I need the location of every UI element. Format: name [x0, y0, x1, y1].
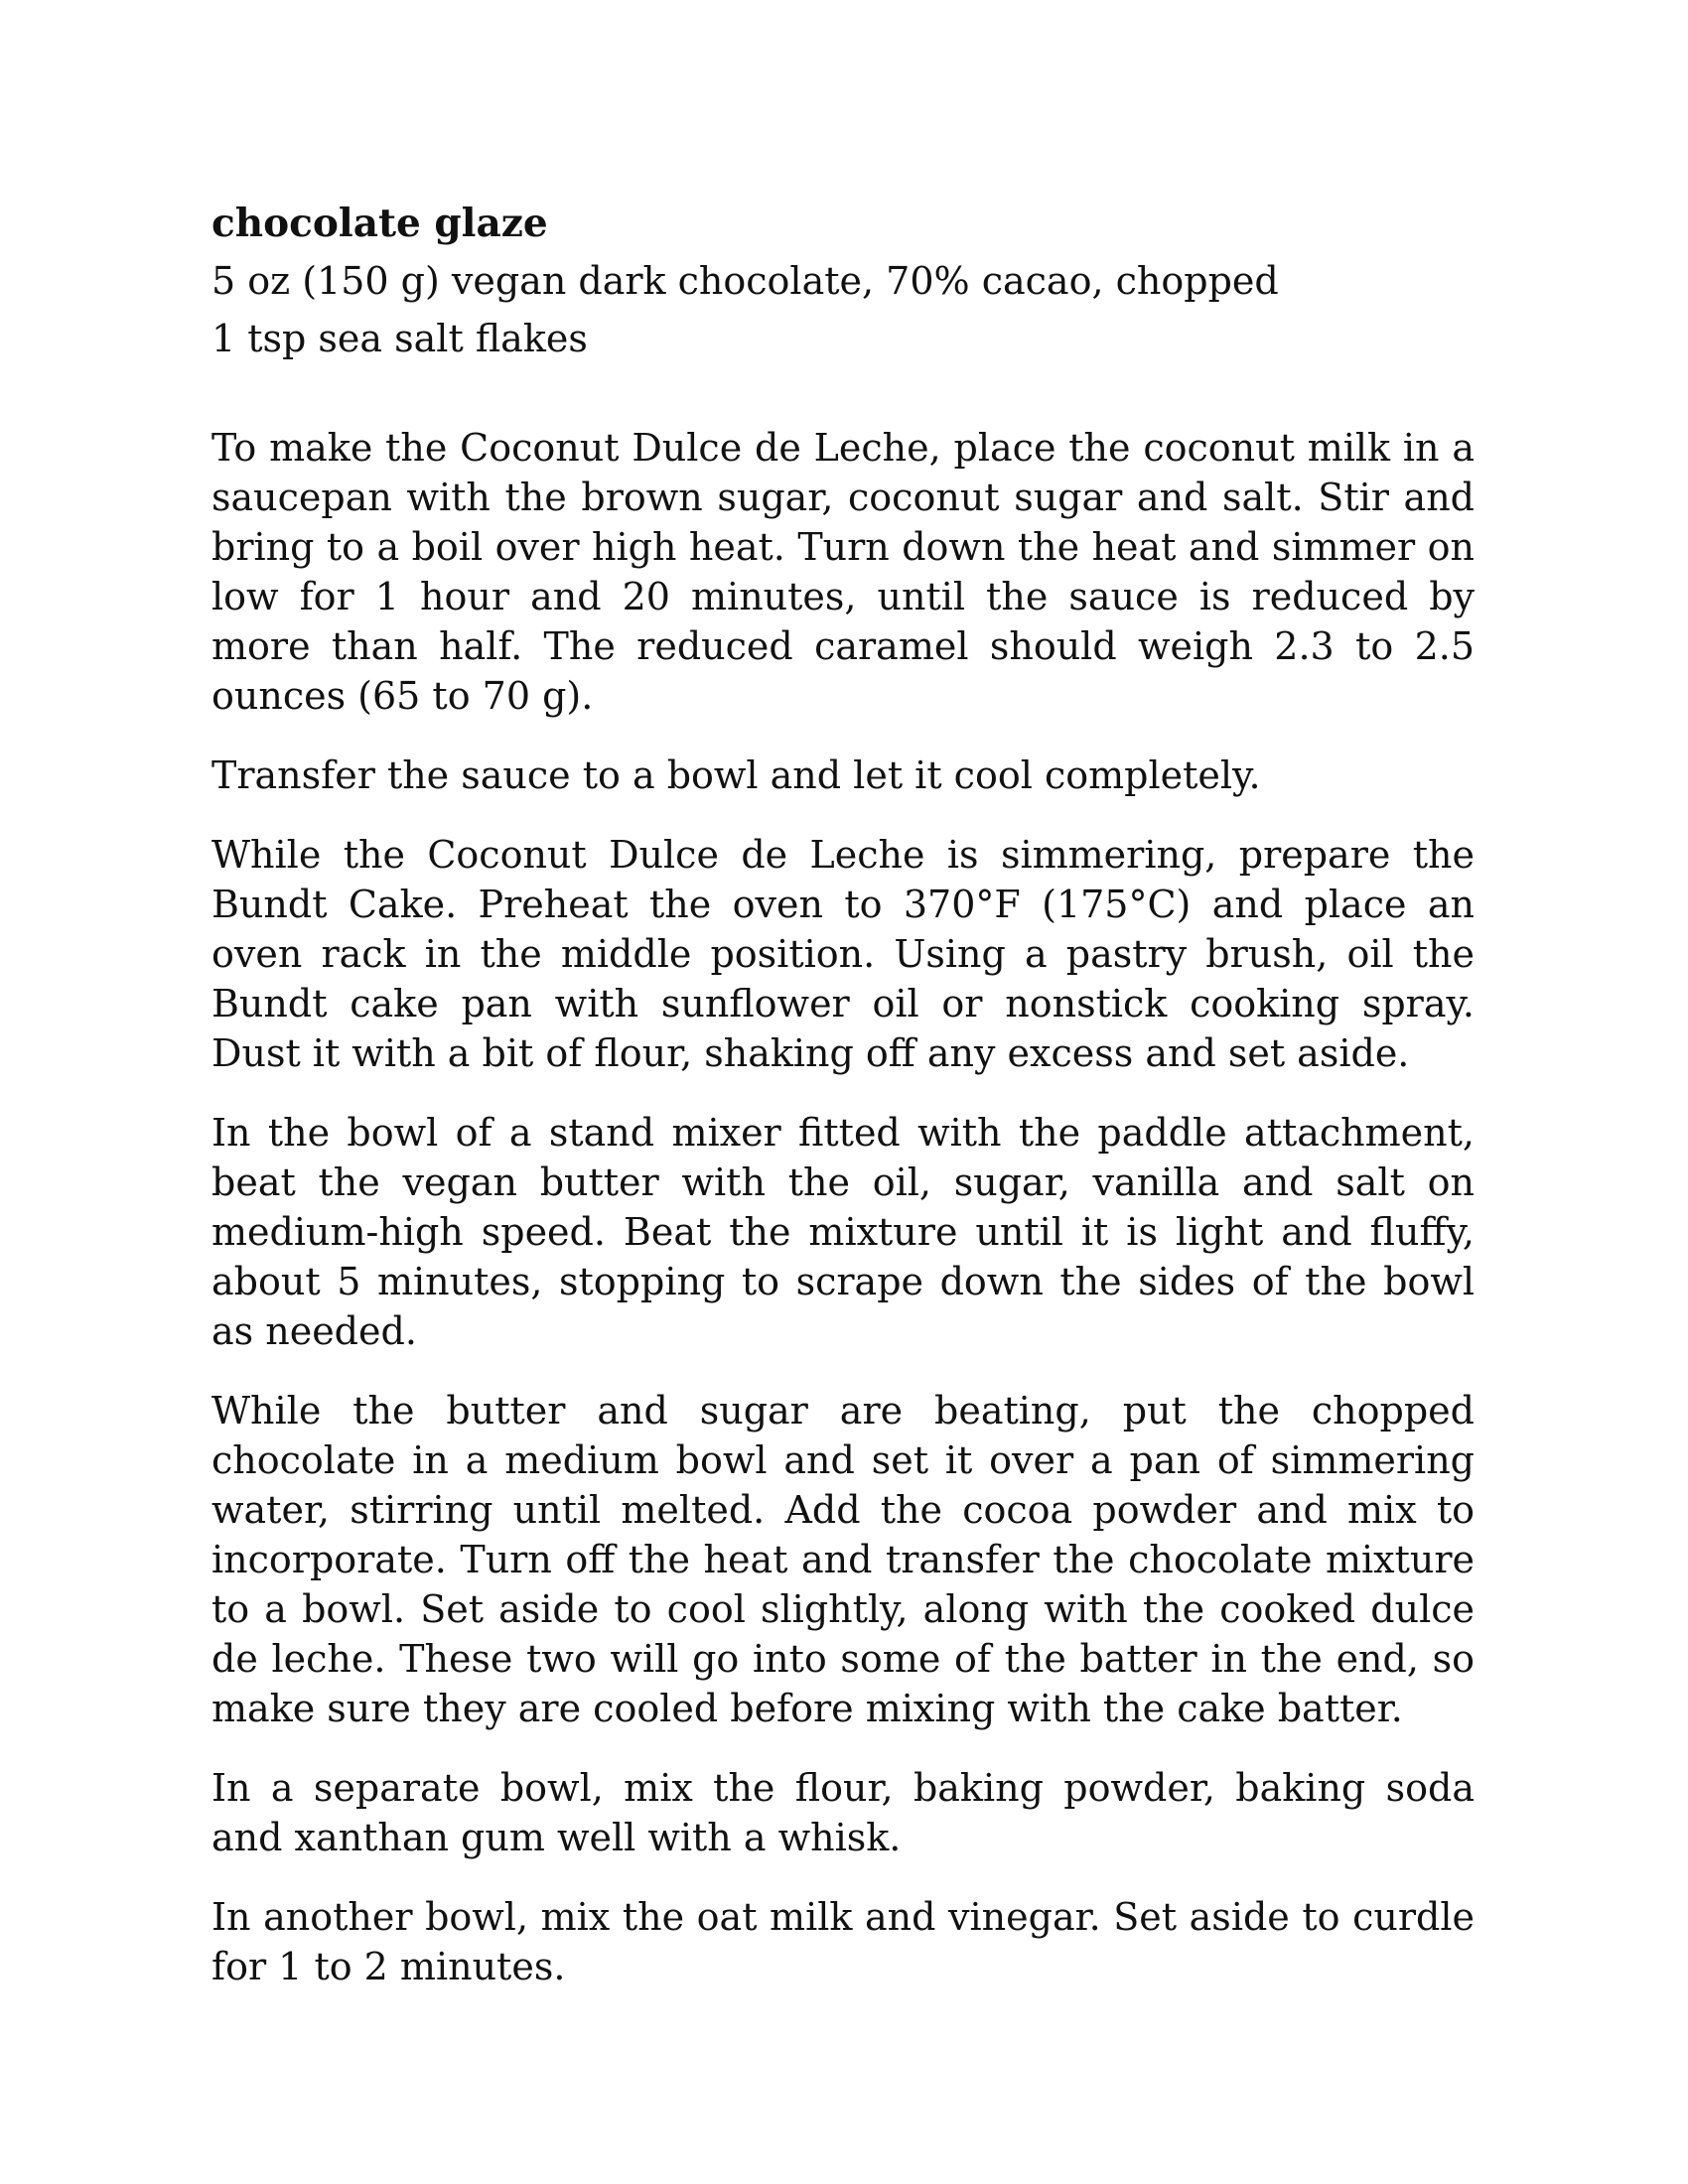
instruction-paragraph: In another bowl, mix the oat milk and vinegar. Set aside to curdle for 1 to 2 minutes. — [211, 1895, 1475, 1988]
recipe-page — [211, 195, 1475, 2021]
instruction-paragraph: To make the Coconut Dulce de Leche, place the coconut milk in a saucepan with the brown sugar, coconut sugar and salt. Stir and bring to a boil over high heat. Turn down the heat and simmer on low for 1 hour and 20 minutes, until the sauce is reduced by more than half. The reduced caramel should weigh 2.3 to 2.5 ounces (65 to 70 g). — [211, 426, 1475, 718]
instruction-paragraph: While the butter and sugar are beating, put the chopped chocolate in a medium bowl and set it over a pan of simmering water, stirring until melted. Add the cocoa powder and mix to incorporate. Turn off the heat and transfer the chocolate mixture to a bowl. Set aside to cool slightly, along with the cooked dulce de leche. These two will go into some of the batter in the end, so make sure they are cooled before mixing with the cake batter. — [211, 1389, 1475, 1730]
ingredient-item: 5 oz (150 g) vegan dark chocolate, 70% cacao, chopped — [211, 259, 1279, 303]
instruction-paragraph: In the bowl of a stand mixer fitted with the paddle attachment, beat the vegan butter with the oil, sugar, vanilla and salt on medium-high speed. Beat the mixture until it is light and fluffy, about 5 minutes, stopping to scrape down the sides of the bowl as needed. — [211, 1111, 1475, 1353]
ingredient-item: 1 tsp sea salt flakes — [211, 317, 588, 360]
instructions — [211, 423, 1475, 1991]
instruction-paragraph: Transfer the sauce to a bowl and let it cool completely. — [211, 753, 1261, 797]
section-heading: chocolate glaze — [211, 201, 548, 246]
ingredient-section — [211, 195, 1475, 367]
instruction-paragraph: In a separate bowl, mix the flour, baking powder, baking soda and xanthan gum well with a whisk. — [211, 1766, 1475, 1859]
instruction-paragraph: While the Coconut Dulce de Leche is simmering, prepare the Bundt Cake. Preheat the oven to 370°F (175°C) and place an oven rack in the middle position. Using a pastry brush, oil the Bundt cake pan with sunflower oil or nonstick cooking spray. Dust it with a bit of flour, shaking off any excess and set aside. — [211, 833, 1475, 1075]
